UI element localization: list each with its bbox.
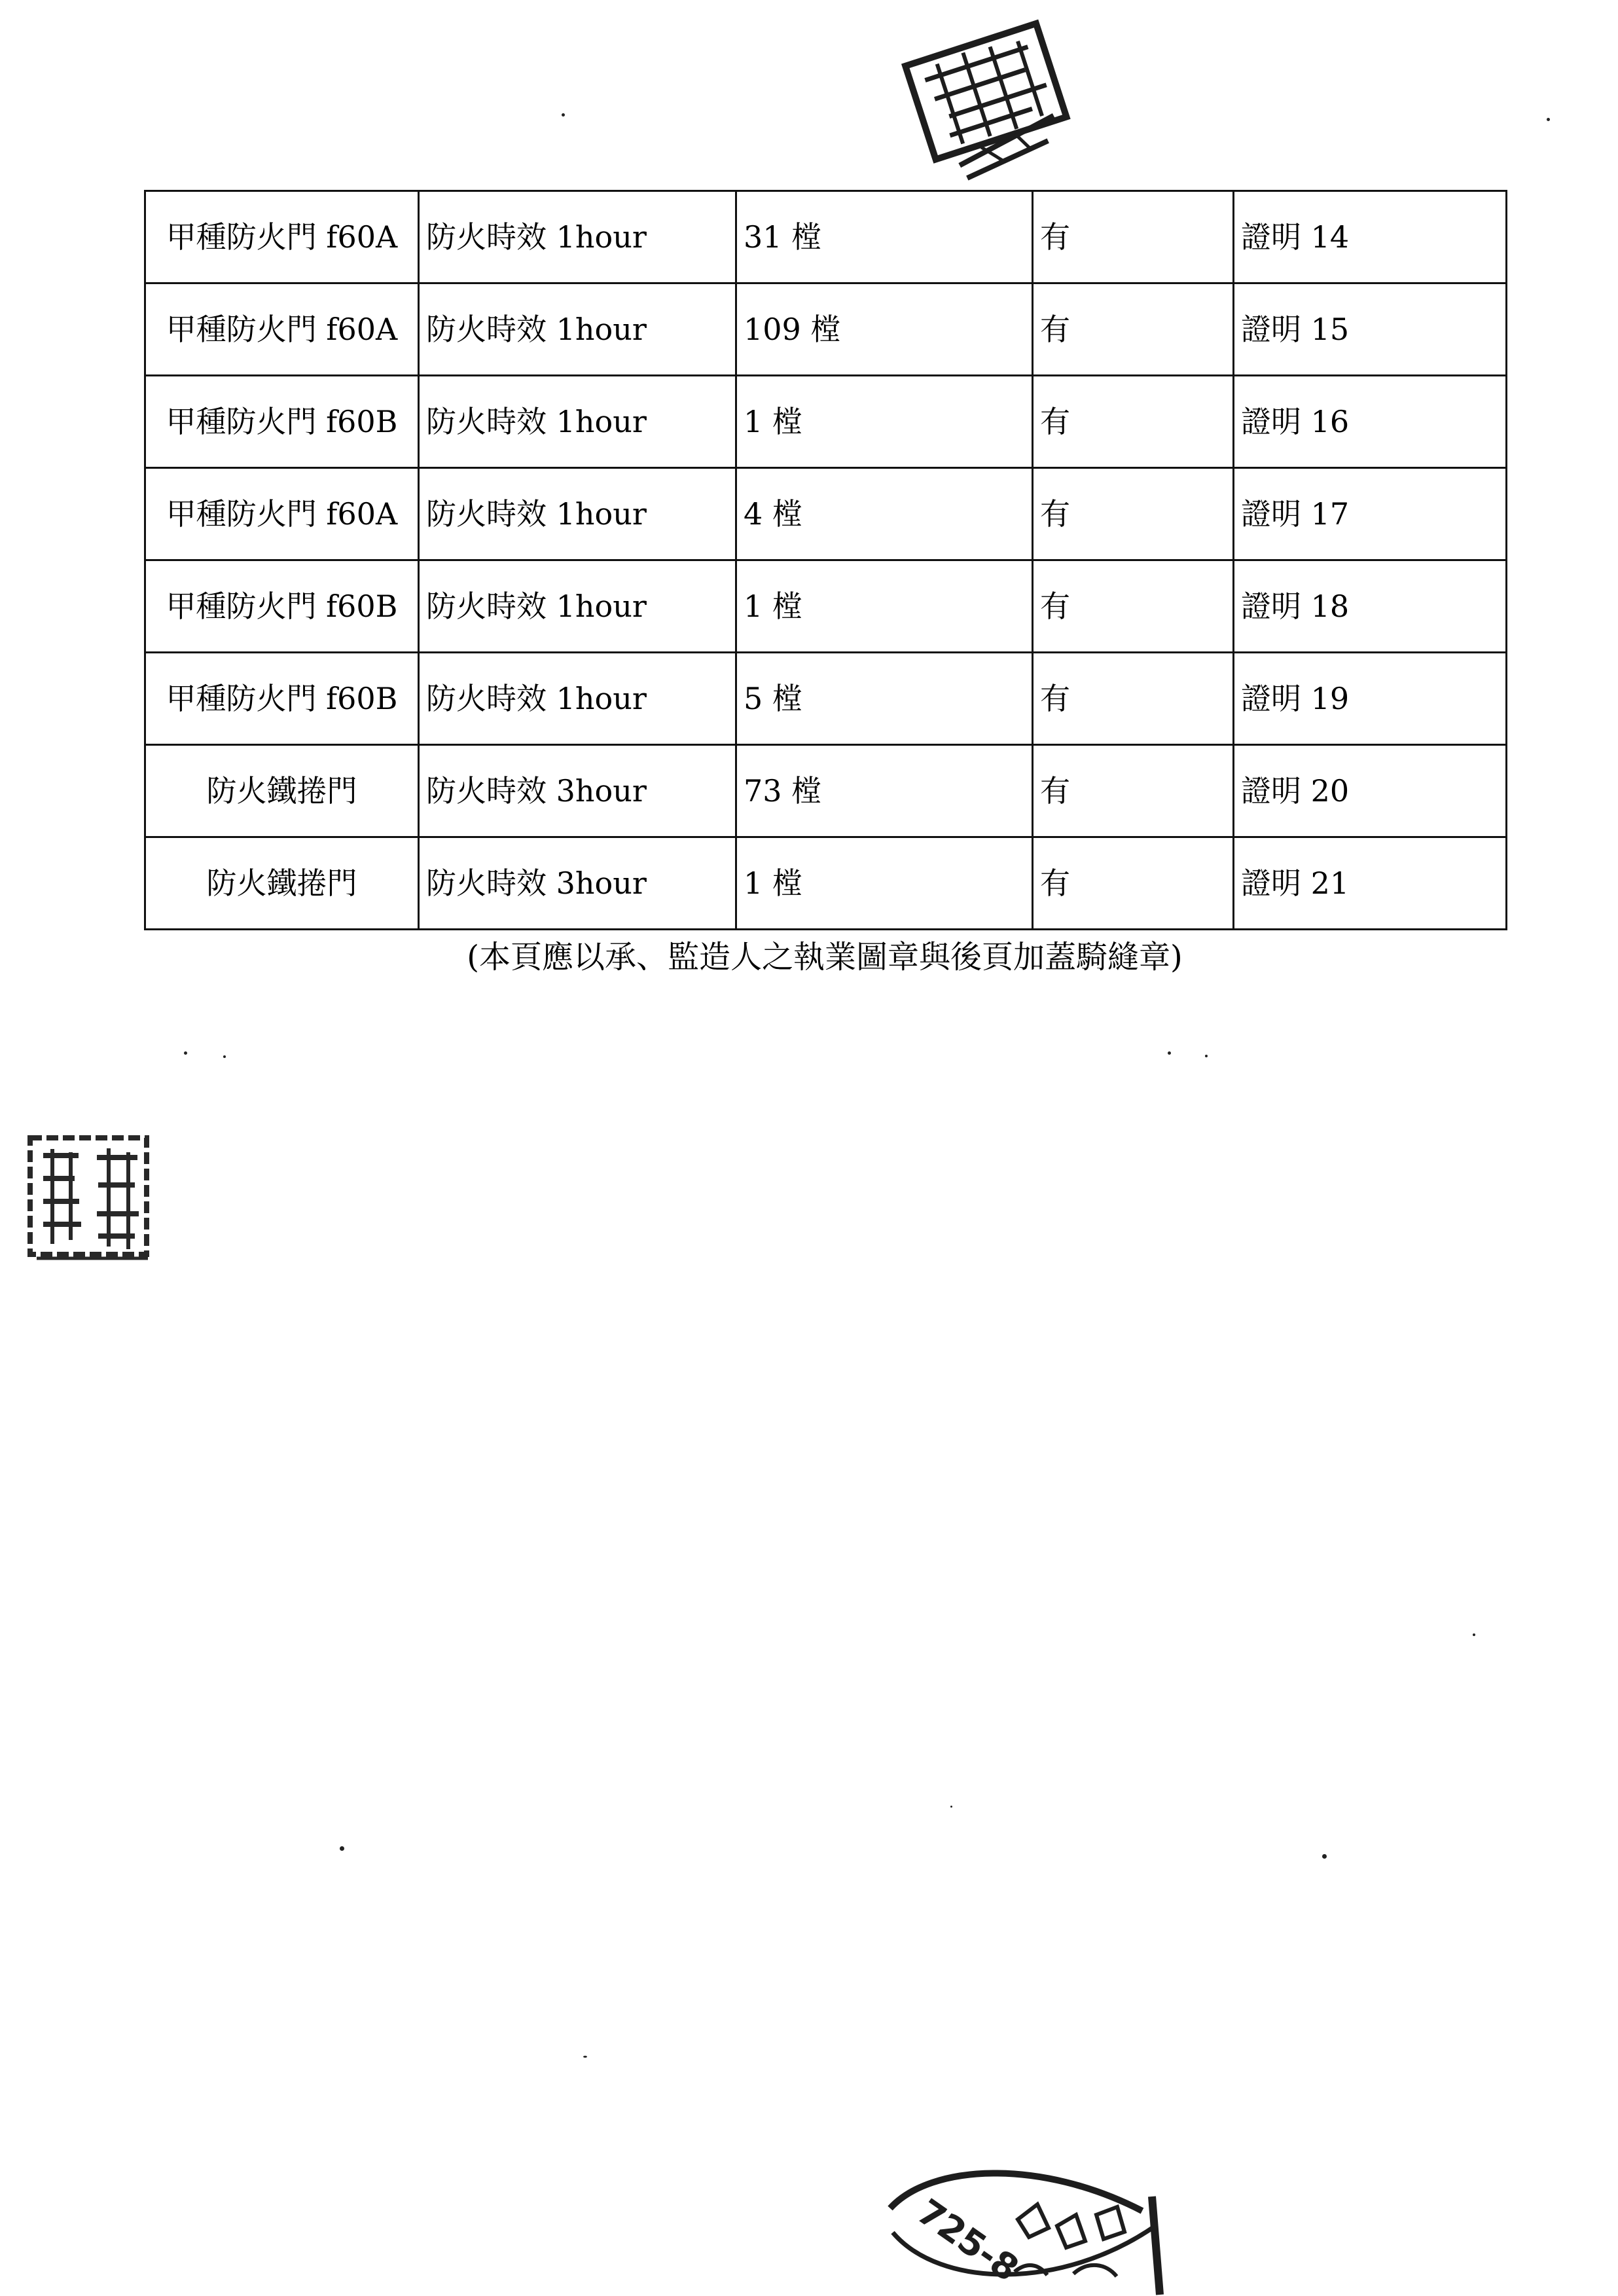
proof-cell: 證明 16 [1234, 376, 1507, 468]
quantity-cell: 4 樘 [736, 468, 1033, 560]
status-cell: 有 [1033, 468, 1234, 560]
item-cell: 防火鐵捲門 [145, 837, 419, 930]
fire-rating-cell: 防火時效 1hour [419, 653, 736, 745]
scan-speck [583, 2056, 587, 2058]
left-seal-stamp [25, 1133, 153, 1267]
quantity-cell: 5 樘 [736, 653, 1033, 745]
status-cell: 有 [1033, 191, 1234, 283]
table-row [145, 191, 1507, 283]
table-row [145, 283, 1507, 376]
item-cell: 甲種防火門 f60B [145, 376, 419, 468]
scan-speck [184, 1051, 187, 1055]
quantity-cell: 1 樘 [736, 376, 1033, 468]
scan-speck [950, 1806, 952, 1808]
status-cell: 有 [1033, 745, 1234, 837]
proof-cell: 證明 18 [1234, 560, 1507, 653]
page-seal-note: (本頁應以承、監造人之執業圖章與後頁加蓋騎縫章) [467, 939, 1183, 975]
table-row [145, 653, 1507, 745]
status-cell: 有 [1033, 837, 1234, 930]
fire-rating-cell: 防火時效 1hour [419, 560, 736, 653]
top-seal-stamp [891, 8, 1093, 202]
item-cell: 甲種防火門 f60A [145, 191, 419, 283]
fire-rating-cell: 防火時效 1hour [419, 283, 736, 376]
scan-speck [1473, 1633, 1475, 1636]
status-cell: 有 [1033, 376, 1234, 468]
table-row [145, 468, 1507, 560]
scan-speck [1168, 1051, 1171, 1055]
status-cell: 有 [1033, 283, 1234, 376]
fire-rating-cell: 防火時效 3hour [419, 745, 736, 837]
status-cell: 有 [1033, 560, 1234, 653]
scan-speck [1547, 118, 1550, 121]
scan-speck [1322, 1854, 1327, 1859]
scan-speck [223, 1055, 226, 1058]
table-row [145, 837, 1507, 930]
status-cell: 有 [1033, 653, 1234, 745]
quantity-cell: 31 樘 [736, 191, 1033, 283]
item-cell: 防火鐵捲門 [145, 745, 419, 837]
quantity-cell: 73 樘 [736, 745, 1033, 837]
fire-rating-cell: 防火時效 1hour [419, 468, 736, 560]
quantity-cell: 109 樘 [736, 283, 1033, 376]
table-row [145, 745, 1507, 837]
fire-rating-cell: 防火時效 1hour [419, 191, 736, 283]
proof-cell: 證明 17 [1234, 468, 1507, 560]
item-cell: 甲種防火門 f60A [145, 283, 419, 376]
table-row [145, 376, 1507, 468]
quantity-cell: 1 樘 [736, 560, 1033, 653]
quantity-cell: 1 樘 [736, 837, 1033, 930]
proof-cell: 證明 14 [1234, 191, 1507, 283]
table-row [145, 560, 1507, 653]
proof-cell: 證明 15 [1234, 283, 1507, 376]
item-cell: 甲種防火門 f60B [145, 560, 419, 653]
scan-speck [562, 113, 565, 117]
fire-rating-cell: 防火時效 1hour [419, 376, 736, 468]
fire-rating-cell: 防火時效 3hour [419, 837, 736, 930]
proof-cell: 證明 21 [1234, 837, 1507, 930]
proof-cell: 證明 20 [1234, 745, 1507, 837]
proof-cell: 證明 19 [1234, 653, 1507, 745]
fire-door-table [144, 190, 1507, 930]
scan-speck [1205, 1055, 1208, 1057]
bottom-stamp-number: 725-8 [910, 2191, 1026, 2290]
scan-speck [340, 1846, 344, 1851]
bottom-seal-stamp [877, 2151, 1185, 2296]
item-cell: 甲種防火門 f60A [145, 468, 419, 560]
item-cell: 甲種防火門 f60B [145, 653, 419, 745]
